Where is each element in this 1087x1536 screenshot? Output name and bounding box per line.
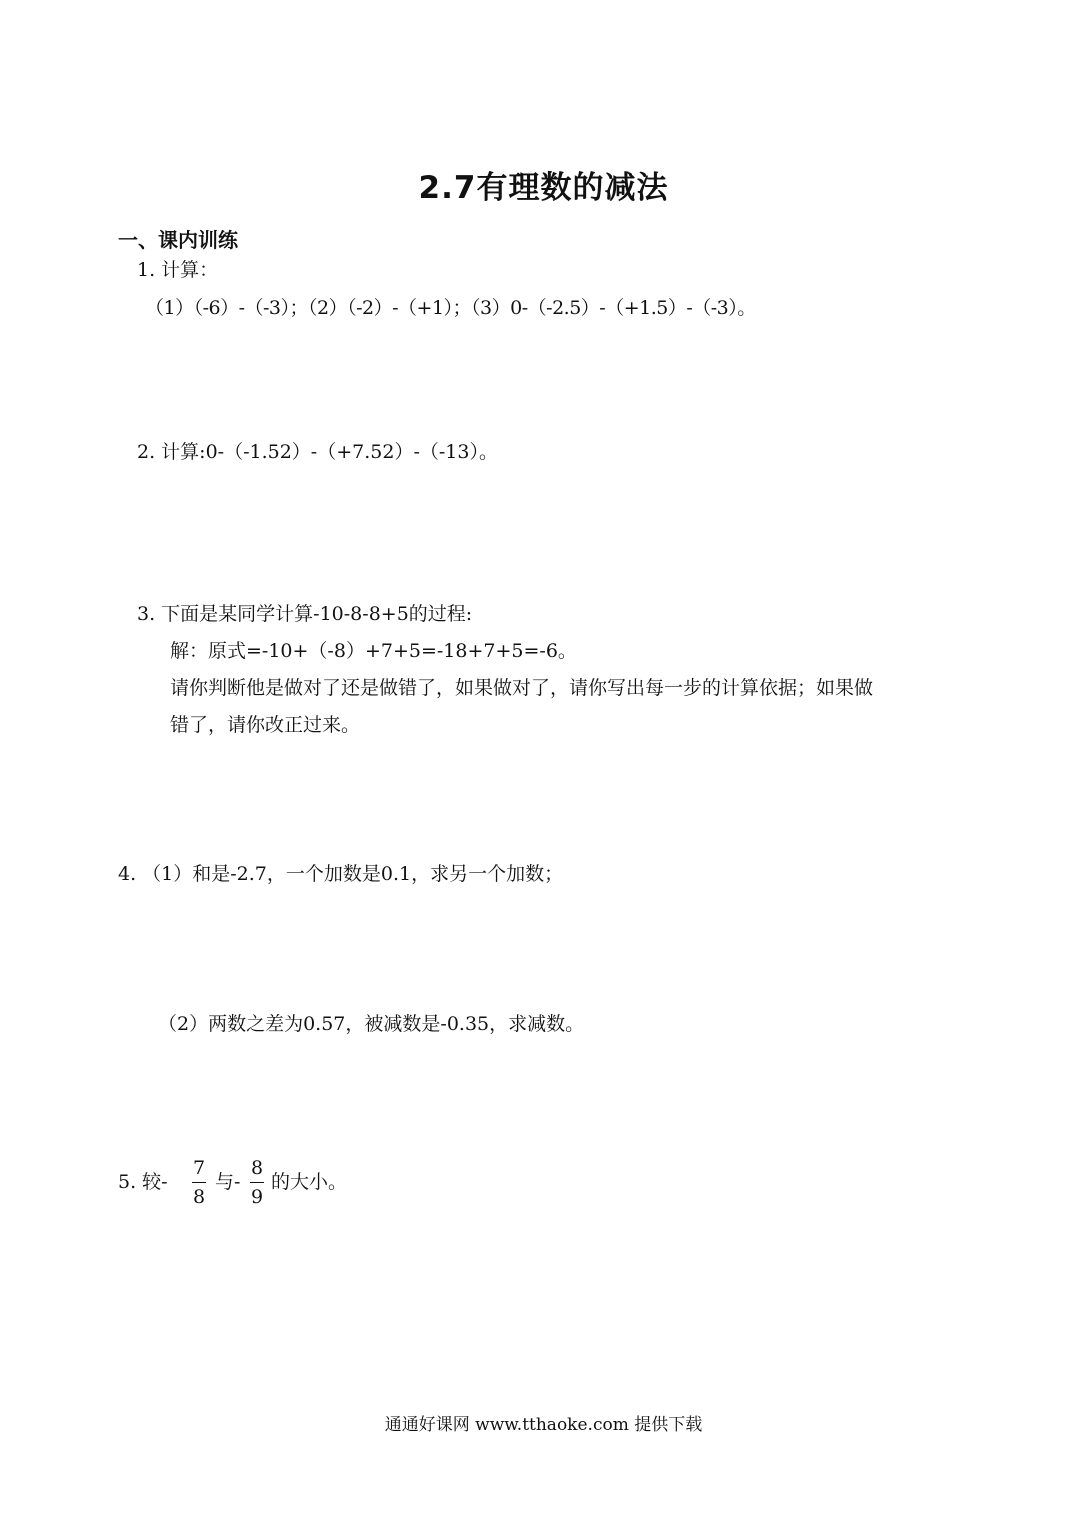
fraction-1-numerator: 7 <box>192 1157 206 1179</box>
fraction-2-bar <box>250 1182 264 1183</box>
question-5-suffix: 的大小。 <box>271 1171 348 1193</box>
question-4-part-1: 4. （1）和是-2.7，一个加数是0.1，求另一个加数； <box>118 863 564 885</box>
fraction-eight-ninths <box>250 1156 264 1209</box>
question-4-part-2: （2）两数之差为0.57，被减数是-0.35，求减数。 <box>158 1013 585 1035</box>
section-heading: 一、课内训练 <box>118 228 238 252</box>
fraction-1-denominator: 8 <box>192 1186 206 1208</box>
page-title: 2.7有理数的减法 <box>418 170 669 206</box>
question-3-label: 3. 下面是某同学计算-10-8-8+5的过程: <box>137 603 473 625</box>
question-1-label: 1. 计算： <box>137 259 219 281</box>
footer-credit: 通通好课网 www.tthaoke.com 提供下载 <box>384 1415 703 1435</box>
fraction-2-numerator: 8 <box>250 1157 264 1179</box>
question-1-expression: （1）（-6）-（-3）；（2）（-2）-（+1）；（3）0-（-2.5）-（+1.5）-（-3）。 <box>145 297 756 319</box>
fraction-2-denominator: 9 <box>250 1186 264 1208</box>
question-5-prefix: 5. 较- <box>118 1171 168 1193</box>
question-3-instruction-line1: 请你判断他是做对了还是做错了，如果做对了，请你写出每一步的计算依据；如果做 <box>170 677 874 699</box>
question-5-middle: 与- <box>215 1171 241 1193</box>
fraction-1-bar <box>192 1182 206 1183</box>
question-3-solution: 解：原式=-10+（-8）+7+5=-18+7+5=-6。 <box>170 640 577 662</box>
fraction-seven-eighths <box>192 1156 206 1209</box>
question-3-instruction-line2: 错了，请你改正过来。 <box>170 714 361 736</box>
question-2-text: 2. 计算:0-（-1.52）-（+7.52）-（-13）。 <box>137 441 498 463</box>
